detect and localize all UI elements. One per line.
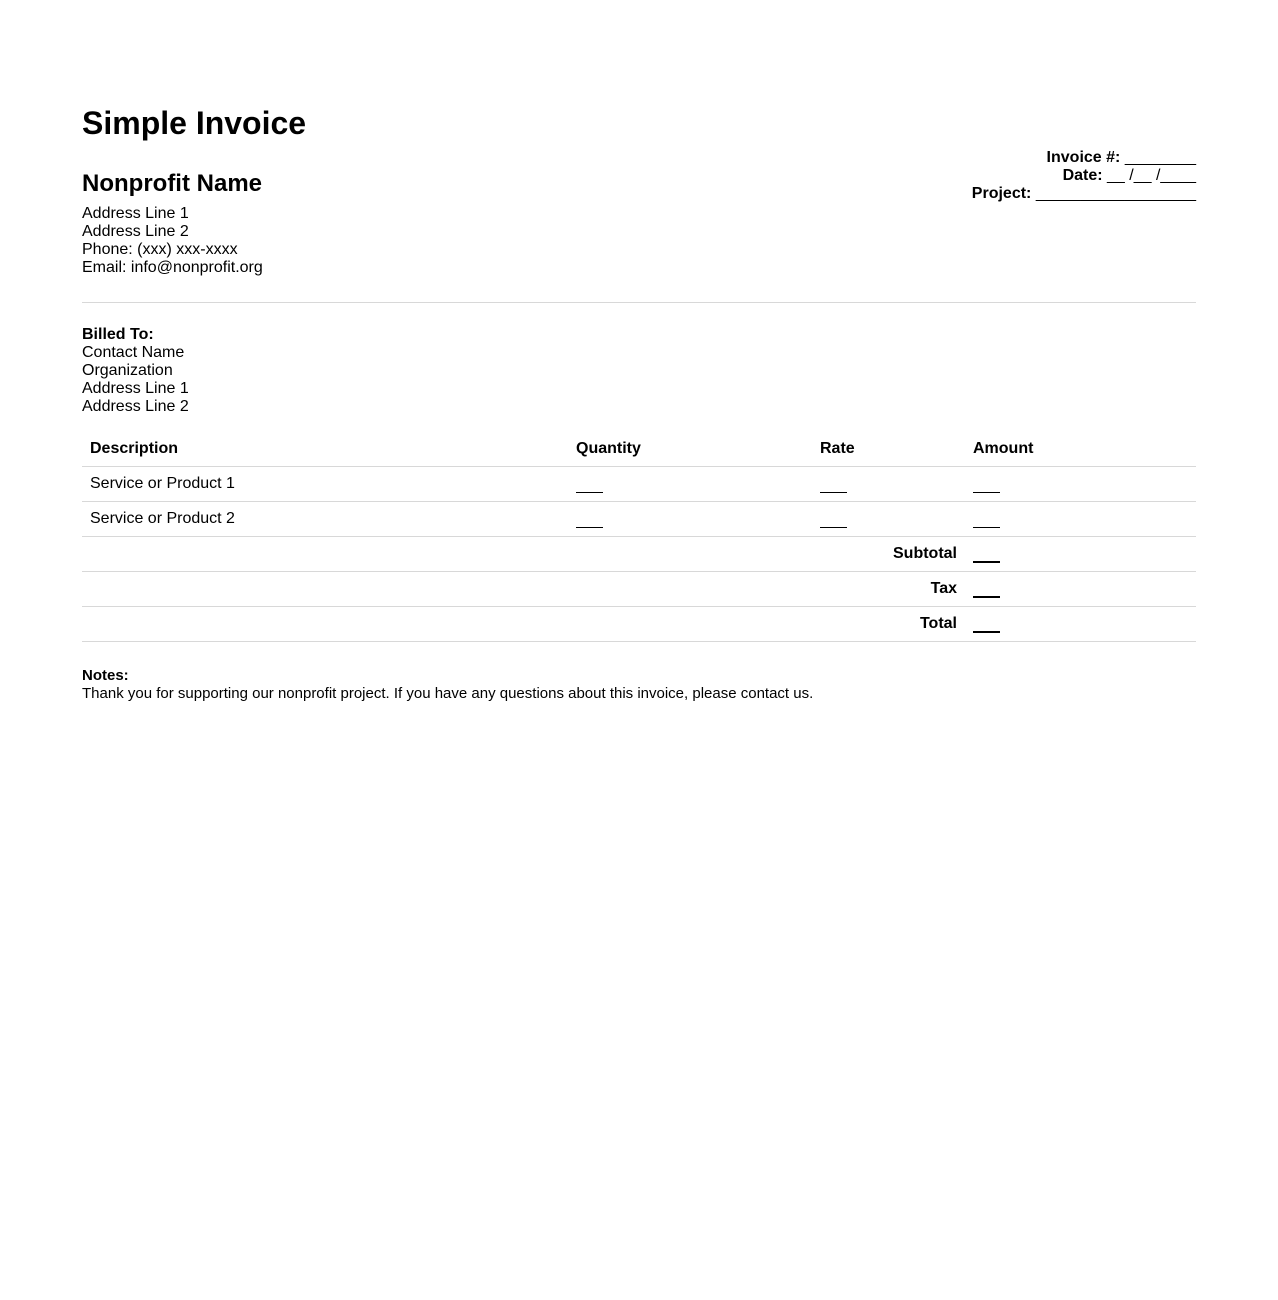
invoice-date-row [972, 167, 1196, 185]
item-description: Service or Product 1 [82, 467, 568, 502]
item-description: Service or Product 2 [82, 502, 568, 537]
organization-address-line-2: Address Line 2 [82, 223, 189, 240]
rate-blank [820, 479, 847, 493]
header-divider [82, 302, 1196, 303]
amount-header: Amount [965, 432, 1196, 467]
description-header: Description [82, 432, 568, 467]
amount-blank [973, 479, 1000, 493]
item-rate-cell [812, 467, 965, 502]
invoice-number-label: Invoice #: [1046, 149, 1121, 166]
table-header-row [82, 432, 1196, 467]
organization-name: Nonprofit Name [82, 170, 262, 197]
invoice-title: Simple Invoice [82, 105, 307, 141]
tax-value-cell [965, 572, 1196, 607]
total-label: Total [82, 607, 965, 642]
quantity-blank [576, 479, 603, 493]
invoice-project-row [972, 185, 1196, 203]
invoice-date-blank: __ /__ /____ [1107, 167, 1196, 184]
subtotal-blank [973, 548, 1000, 563]
notes-section [82, 667, 813, 703]
subtotal-row [82, 537, 1196, 572]
amount-blank [973, 514, 1000, 528]
invoice-number-blank: ________ [1124, 149, 1196, 166]
quantity-header: Quantity [568, 432, 812, 467]
table-row [82, 467, 1196, 502]
table-row [82, 502, 1196, 537]
organization-address-line-1: Address Line 1 [82, 205, 189, 222]
billed-to-contact: Contact Name [82, 344, 185, 361]
notes-text: Thank you for supporting our nonprofit project. If you have any questions about this invoice, please contact us. [82, 685, 814, 702]
total-row [82, 607, 1196, 642]
billed-to-section [82, 326, 189, 416]
billed-to-address-line-1: Address Line 1 [82, 380, 189, 397]
item-quantity-cell [568, 502, 812, 537]
tax-label: Tax [82, 572, 965, 607]
subtotal-label: Subtotal [82, 537, 965, 572]
rate-header: Rate [812, 432, 965, 467]
quantity-blank [576, 514, 603, 528]
invoice-meta [972, 149, 1196, 203]
subtotal-value-cell [965, 537, 1196, 572]
tax-blank [973, 583, 1000, 598]
billed-to-organization: Organization [82, 362, 173, 379]
item-amount-cell [965, 502, 1196, 537]
organization-details [82, 205, 263, 277]
item-amount-cell [965, 467, 1196, 502]
organization-email: Email: info@nonprofit.org [82, 259, 263, 276]
organization-phone: Phone: (xxx) xxx-xxxx [82, 241, 238, 258]
line-items-table [82, 432, 1196, 642]
item-rate-cell [812, 502, 965, 537]
billed-to-address-line-2: Address Line 2 [82, 398, 189, 415]
invoice-number-row [972, 149, 1196, 167]
invoice-project-label: Project: [971, 185, 1032, 202]
tax-row [82, 572, 1196, 607]
billed-to-label: Billed To: [82, 326, 154, 343]
total-value-cell [965, 607, 1196, 642]
total-blank [973, 618, 1000, 633]
invoice-date-label: Date: [1062, 167, 1103, 184]
item-quantity-cell [568, 467, 812, 502]
invoice-project-blank: __________________ [1035, 185, 1196, 202]
rate-blank [820, 514, 847, 528]
notes-label: Notes: [82, 667, 129, 684]
